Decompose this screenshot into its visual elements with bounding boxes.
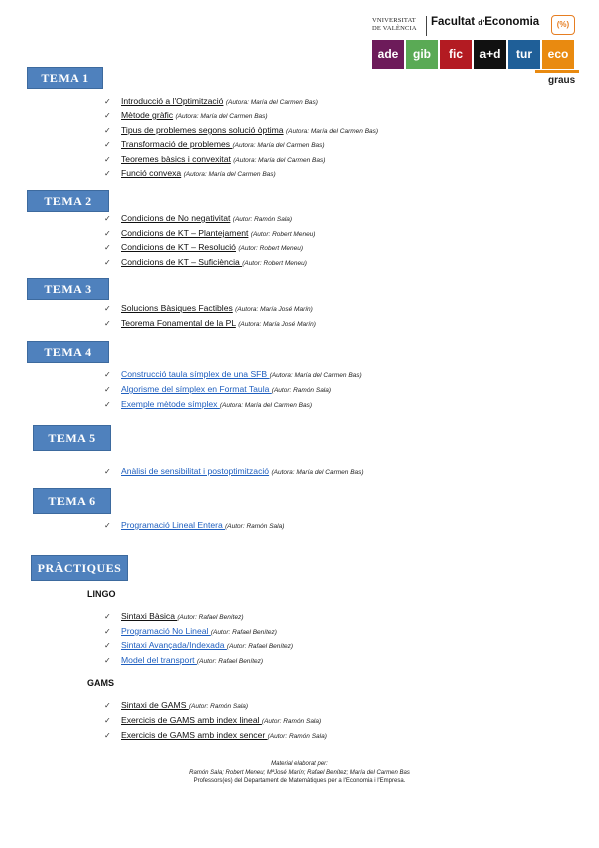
item-link[interactable]: Introducció a l'Optimització [121,96,224,106]
graus-bar [535,70,579,73]
badge-eco: eco [542,40,574,69]
faculty-mid: d' [478,20,485,27]
item-link[interactable]: Exercicis de GAMS amb index lineal [121,715,262,725]
list-item[interactable] [104,96,318,108]
check-icon: ✓ [104,612,111,621]
item-author: (Autor: Ramón Sala) [267,733,327,740]
badge-gib: gib [406,40,438,69]
tema-5-header: TEMA 5 [33,425,111,451]
footer-line-2: Ramón Sala; Robert Meneu; MªJosé Marín; Rafael Benítez; María del Carmen Bas [189,769,410,776]
check-icon: ✓ [104,243,111,252]
item-link[interactable]: Exemple mètode símplex [121,399,220,409]
list-item[interactable] [104,466,364,478]
item-link[interactable]: Condicions de No negativitat [121,213,231,223]
check-icon: ✓ [104,641,111,650]
tema-1-header: TEMA 1 [27,67,103,89]
list-item[interactable] [104,242,303,254]
list-item[interactable] [104,303,313,315]
check-icon: ✓ [104,701,111,710]
list-item[interactable] [104,369,362,381]
list-item[interactable] [104,715,321,727]
item-link[interactable]: Condicions de KT – Plantejament [121,228,249,238]
faculty-name: Economia [484,16,540,28]
badge-tur: tur [508,40,540,69]
item-author: (Autor: Rafael Benítez) [210,629,277,636]
item-link[interactable]: Condicions de KT – Resolució [121,242,236,252]
list-item[interactable] [104,520,284,532]
list-item[interactable] [104,730,327,742]
check-icon: ✓ [104,627,111,636]
list-item[interactable] [104,655,263,667]
university-name-line2: DE VALÈNCIA [372,25,417,32]
item-author: (Autora: María del Carmen Bas) [225,99,318,106]
badge-fic: fic [440,40,472,69]
check-icon: ✓ [104,169,111,178]
list-item[interactable] [104,611,244,623]
item-author: (Autor: Ramón Sala) [188,703,249,710]
faculty-pre: Facultat [431,16,476,28]
item-author: (Autor: Rafael Benítez) [177,614,244,621]
degree-badges [372,40,574,69]
item-author: (Autor: Rafael Benítez) [196,658,264,665]
item-link[interactable]: Anàlisi de sensibilitat i postoptimització [121,466,270,476]
check-icon: ✓ [104,97,111,106]
list-item[interactable] [104,257,307,269]
item-author: (Autora: María del Carmen Bas) [233,157,326,164]
badge-ade: ade [372,40,404,69]
list-item[interactable] [104,700,248,712]
university-name-line1: VNIVERSITAT [372,17,416,24]
lingo-label: LINGO [87,589,116,599]
item-author: (Autor: Robert Meneu) [238,245,304,252]
item-link[interactable]: Sintaxi de GAMS [121,700,189,710]
item-link[interactable]: Sintaxi Bàsica [121,611,178,621]
gams-label: GAMS [87,678,114,688]
item-link[interactable]: Transformació de problemes [121,139,233,149]
percent-icon: (%) [551,15,575,35]
logo-divider [426,16,427,36]
check-icon: ✓ [104,258,111,267]
check-icon: ✓ [104,319,111,328]
item-link[interactable]: Exercicis de GAMS amb index sencer [121,730,268,740]
check-icon: ✓ [104,229,111,238]
check-icon: ✓ [104,656,111,665]
footer-line-1: Material elaborat per: [271,761,328,767]
check-icon: ✓ [104,467,111,476]
check-icon: ✓ [104,155,111,164]
tema-3-header: TEMA 3 [27,278,109,300]
check-icon: ✓ [104,304,111,313]
faculty-title [431,16,539,28]
item-author: (Autora: María del Carmen Bas) [183,171,276,178]
item-author: (Autor: Robert Meneu) [242,260,307,267]
item-author: (Autor: Ramón Sala) [225,523,285,530]
item-author: (Autora: María del Carmen Bas) [219,402,312,409]
item-author: (Autor: Ramón Sala) [261,718,322,725]
item-link[interactable]: Construcció taula símplex de una SFB [121,369,270,379]
item-author: (Autor: Ramón Sala) [232,216,293,223]
list-item[interactable] [104,318,316,330]
graus-label: graus [548,75,576,86]
check-icon: ✓ [104,140,111,149]
item-link[interactable]: Teoremes bàsics i convexitat [121,154,231,164]
item-link[interactable]: Model del transport [121,655,197,665]
list-item[interactable] [104,399,312,411]
item-link[interactable]: Funció convexa [121,168,182,178]
university-logo [372,17,424,33]
check-icon: ✓ [104,385,111,394]
check-icon: ✓ [104,126,111,135]
tema-6-header: TEMA 6 [33,488,111,514]
item-author: (Autora: María José Marín) [238,321,316,328]
item-link[interactable]: Programació Lineal Entera [121,520,226,530]
check-icon: ✓ [104,214,111,223]
footer-credits [0,760,599,786]
item-link[interactable]: Sintaxi Avançada/Indexada [121,640,227,650]
check-icon: ✓ [104,716,111,725]
check-icon: ✓ [104,521,111,530]
item-author: (Autora: María del Carmen Bas) [175,113,268,120]
list-item[interactable] [104,168,276,180]
list-item[interactable] [104,213,292,225]
item-link[interactable]: Mètode gràfic [121,110,174,120]
tema-4-header: TEMA 4 [27,341,109,363]
list-item[interactable] [104,110,268,122]
badge-ad: a+d [474,40,506,69]
list-item[interactable] [104,125,378,137]
item-author: (Autor: Robert Meneu) [250,231,316,238]
check-icon: ✓ [104,400,111,409]
item-link[interactable]: Teorema Fonamental de la PL [121,318,236,328]
item-link[interactable]: Programació No Lineal [121,626,211,636]
item-author: (Autor: Rafael Benítez) [226,643,294,650]
item-author: (Autora: María del Carmen Bas) [271,469,364,476]
practiques-header: PRÀCTIQUES [31,555,128,581]
tema-2-header: TEMA 2 [27,190,109,212]
item-author: (Autora: María del Carmen Bas) [285,128,379,135]
footer-line-3: Professors(es) del Departament de Matemàtiques per a l'Economia i l'Empresa. [193,778,406,784]
item-author: (Autora: María José Marín) [235,306,313,313]
check-icon: ✓ [104,731,111,740]
list-item[interactable] [104,640,293,652]
item-author: (Autor: Ramón Sala) [271,387,332,394]
list-item[interactable] [104,154,325,166]
item-author: (Autora: María del Carmen Bas) [269,372,362,379]
list-item[interactable] [104,384,331,396]
list-item[interactable] [104,139,325,151]
list-item[interactable] [104,228,315,240]
item-link[interactable]: Solucions Bàsiques Factibles [121,303,233,313]
item-link[interactable]: Condicions de KT – Suficiència [121,257,243,267]
item-link[interactable]: Algorisme del símplex en Format Taula [121,384,272,394]
item-author: (Autora: María del Carmen Bas) [232,142,325,149]
check-icon: ✓ [104,111,111,120]
item-link[interactable]: Tipus de problemes segons solució òptima [121,125,284,135]
list-item[interactable] [104,626,277,638]
check-icon: ✓ [104,370,111,379]
